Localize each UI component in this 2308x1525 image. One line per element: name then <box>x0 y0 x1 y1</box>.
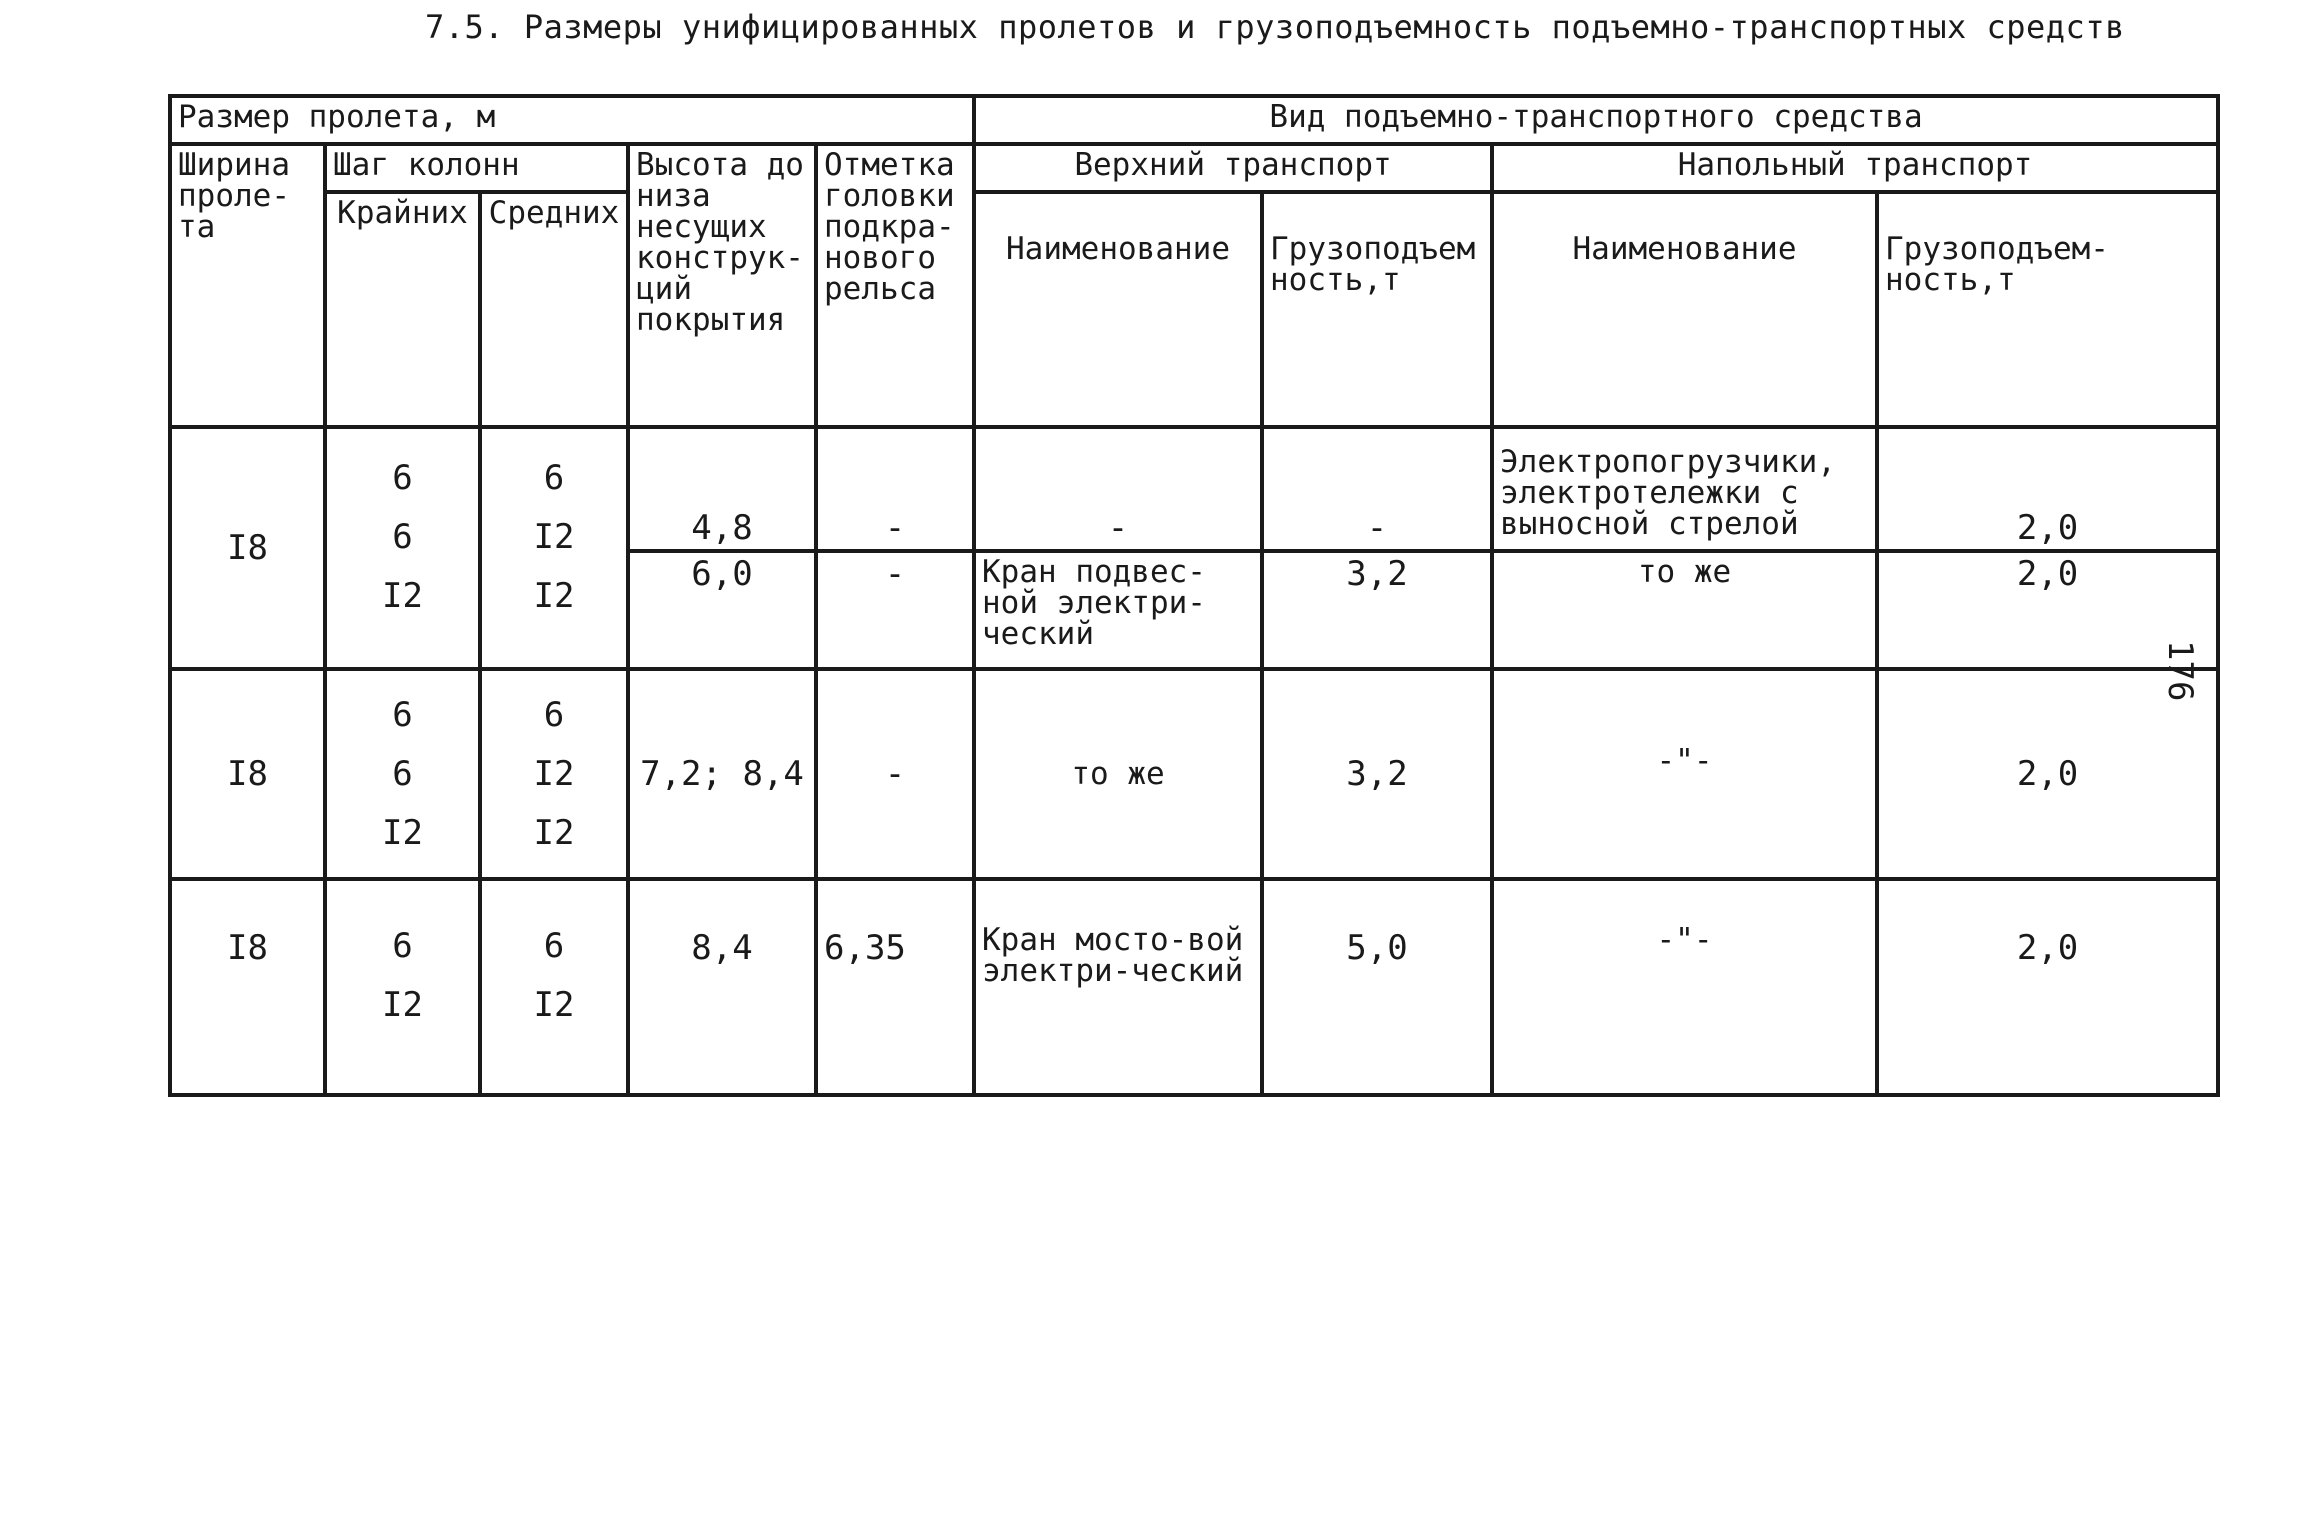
cell-floor-capacity: 2,0 <box>1877 427 2218 551</box>
cell-height: 8,4 <box>628 879 816 1095</box>
cell-height: 7,2; 8,4 <box>628 669 816 879</box>
cell-upper-name: Кран подвес-ной электри-ческий <box>974 551 1262 669</box>
cell-edge: 6 I2 <box>325 879 480 1095</box>
table-row <box>170 879 2218 1095</box>
header-rail-mark: Отметка головки подкра-нового рельса <box>816 144 974 427</box>
spans-table <box>168 94 2220 1097</box>
page-number: 176 <box>2160 640 2200 702</box>
cell-upper-capacity: 5,0 <box>1262 879 1492 1095</box>
cell-upper-name: то же <box>974 669 1262 879</box>
cell-rail: - <box>816 669 974 879</box>
cell-rail: 6,35 <box>816 879 974 1095</box>
header-upper-capacity: Грузоподъем ность,т <box>1262 192 1492 427</box>
cell-middle: 6 I2 I2 <box>480 669 628 879</box>
cell-floor-name: Электропогрузчики, электротележки с выносной стрелой <box>1492 427 1877 551</box>
cell-width: I8 <box>170 669 325 879</box>
header-span-size: Размер пролета, м <box>170 96 974 144</box>
cell-rail: - <box>816 551 974 669</box>
header-overhead: Верхний транспорт <box>974 144 1492 192</box>
cell-upper-name: - <box>974 427 1262 551</box>
header-floor-capacity: Грузоподъем-ность,т <box>1877 192 2218 427</box>
cell-upper-capacity: 3,2 <box>1262 669 1492 879</box>
table-row <box>170 427 2218 551</box>
cell-upper-capacity: - <box>1262 427 1492 551</box>
header-floor: Напольный транспорт <box>1492 144 2218 192</box>
cell-upper-capacity: 3,2 <box>1262 551 1492 669</box>
cell-rail: - <box>816 427 974 551</box>
cell-edge: 6 6 I2 <box>325 427 480 669</box>
cell-upper-name: Кран мосто-вой электри-ческий <box>974 879 1262 1095</box>
cell-floor-capacity: 2,0 <box>1877 551 2218 669</box>
cell-height: 6,0 <box>628 551 816 669</box>
table-row <box>170 669 2218 879</box>
header-middle: Средних <box>480 192 628 427</box>
header-upper-name: Наименование <box>974 192 1262 427</box>
cell-height: 4,8 <box>628 427 816 551</box>
header-span-width: Ширина проле-та <box>170 144 325 427</box>
table-title: 7.5. Размеры унифицированных пролетов и грузоподъемность подъемно-транспортных средств <box>425 8 2125 46</box>
cell-floor-capacity: 2,0 <box>1877 879 2218 1095</box>
cell-middle: 6 I2 I2 <box>480 427 628 669</box>
cell-floor-capacity: 2,0 <box>1877 669 2218 879</box>
cell-width: I8 <box>170 879 325 1095</box>
header-column-step: Шаг колонн <box>325 144 628 192</box>
cell-floor-name: -"- <box>1492 669 1877 879</box>
cell-width: I8 <box>170 427 325 669</box>
cell-edge: 6 6 I2 <box>325 669 480 879</box>
header-transport-type: Вид подъемно-транспортного средства <box>974 96 2218 144</box>
header-edge: Крайних <box>325 192 480 427</box>
cell-floor-name: то же <box>1492 551 1877 669</box>
cell-floor-name: -"- <box>1492 879 1877 1095</box>
header-height: Высота до низа несущих конструк-ций покрытия <box>628 144 816 427</box>
cell-middle: 6 I2 <box>480 879 628 1095</box>
header-floor-name: Наименование <box>1492 192 1877 427</box>
